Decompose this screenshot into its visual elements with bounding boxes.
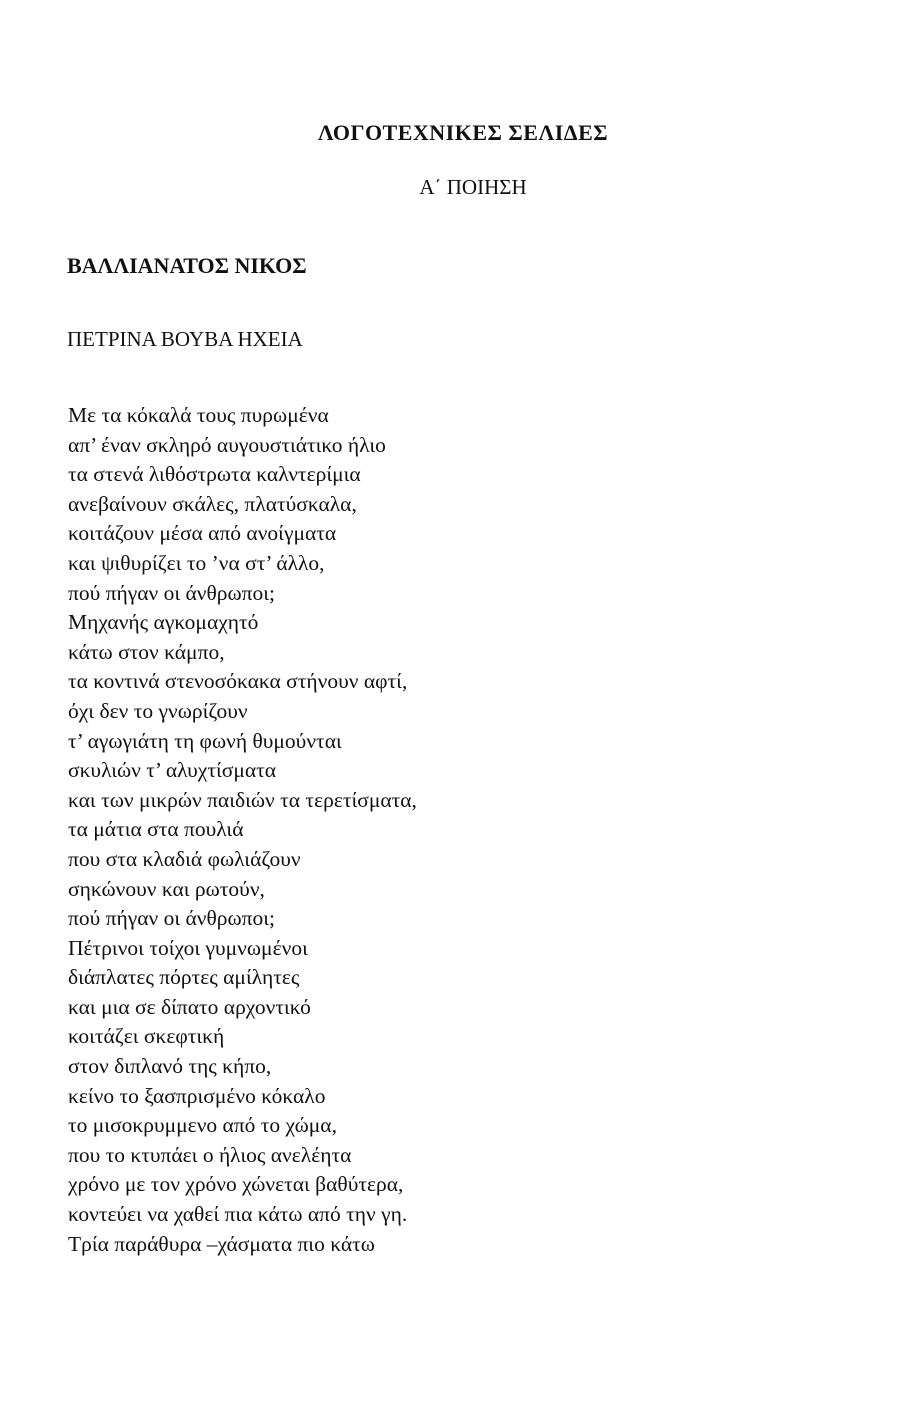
poem-line: Τρία παράθυρα –χάσματα πιο κάτω [68,1231,375,1256]
poem-line: πού πήγαν οι άνθρωποι; [68,906,276,931]
poem-line: χρόνο με τον χρόνο χώνεται βαθύτερα, [68,1172,404,1197]
poem-line: κοντεύει να χαθεί πια κάτω από την γη. [68,1202,408,1227]
poem-line: κείνο το ξασπρισμένο κόκαλο [68,1083,326,1108]
poem-line: σηκώνουν και ρωτούν, [68,876,265,901]
poem-line: Με τα κόκαλά τους πυρωμένα [68,403,329,427]
poem-line: κάτω στον κάμπο, [68,639,225,664]
poem-line: και μια σε δίπατο αρχοντικό [68,994,311,1019]
poem-line: κοιτάζουν μέσα από ανοίγματα [68,521,337,546]
poem-line: τ’ αγωγιάτη τη φωνή θυμούνται [68,728,342,753]
author-name: ΒΑΛΛΙΑΝΑΤΟΣ ΝΙΚΟΣ [67,253,307,278]
poem-line: στον διπλανό της κήπο, [68,1054,272,1079]
poem-line: τα στενά λιθόστρωτα καλντερίμια [68,462,361,487]
poem-line: σκυλιών τ’ αλυχτίσματα [68,758,277,783]
poem-line: ανεβαίνουν σκάλες, πλατύσκαλα, [68,491,357,516]
poem-line: το μισοκρυμμενο από το χώμα, [68,1113,337,1138]
poem-line: διάπλατες πόρτες αμίλητες [68,965,300,990]
poem-line: και των μικρών παιδιών τα τερετίσματα, [68,787,417,812]
poem-line: κοιτάζει σκεφτική [68,1024,225,1049]
poem-line: τα μάτια στα πουλιά [68,817,244,842]
poem-line: τα κοντινά στενοσόκακα στήνουν αφτί, [68,669,408,694]
poem-line: όχι δεν το γνωρίζουν [68,698,248,723]
poem-line: απ’ έναν σκληρό αυγουστιάτικο ήλιο [68,432,386,457]
poem-line: που το κτυπάει ο ήλιος ανελέητα [68,1142,352,1167]
section-title: ΛΟΓΟΤΕΧΝΙΚΕΣ ΣΕΛΙΔΕΣ [317,120,609,145]
poem-line: και ψιθυρίζει το ’να στ’ άλλο, [68,550,325,575]
poem-line: Πέτρινοι τοίχοι γυμνωμένοι [68,935,308,960]
poem-body [68,401,417,1259]
poem-title: ΠΕΤΡΙΝΑ ΒΟΥΒΑ ΗΧΕΙΑ [67,327,303,351]
poem-line: πού πήγαν οι άνθρωποι; [68,580,276,605]
poem-line: που στα κλαδιά φωλιάζουν [68,846,301,871]
poem-line: Μηχανής αγκομαχητό [68,610,259,635]
subsection-title: Α΄ ΠΟΙΗΣΗ [419,175,527,199]
